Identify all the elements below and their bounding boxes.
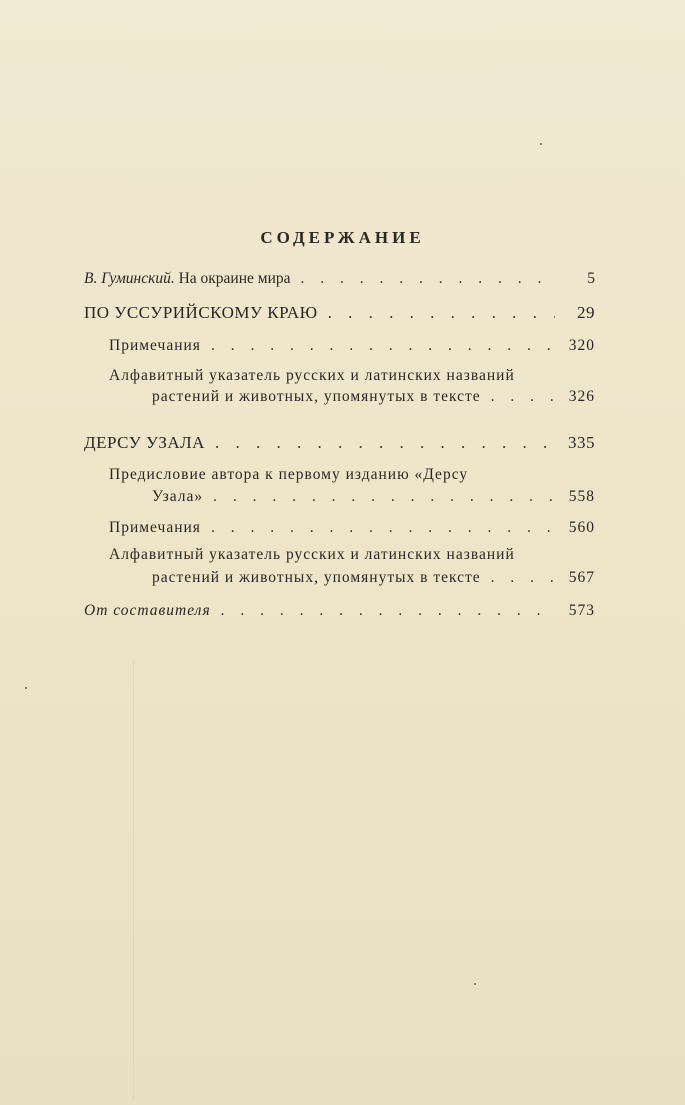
entry-page: 320 bbox=[568, 337, 595, 354]
toc-entry-index-2[interactable] bbox=[152, 565, 595, 590]
toc-entry-author-foreword-line1: Предисловие автора к первому изданию «Дерсу bbox=[109, 466, 469, 483]
dot-leader bbox=[205, 333, 555, 358]
dot-leader bbox=[207, 484, 555, 509]
entry-title-line2: Узала» bbox=[152, 488, 204, 505]
entry-page: 5 bbox=[587, 270, 595, 287]
contents-title: СОДЕРЖАНИЕ bbox=[260, 228, 425, 247]
dot-leader bbox=[209, 430, 555, 455]
entry-page: 326 bbox=[568, 388, 595, 405]
paper-speck bbox=[540, 143, 542, 145]
toc-entry-ussuri-region[interactable] bbox=[84, 300, 595, 325]
dot-leader bbox=[485, 565, 555, 590]
entry-title: Примечания bbox=[109, 519, 201, 536]
entry-title: ПО УССУРИЙСКОМУ КРАЮ bbox=[84, 303, 318, 322]
toc-entry-index-1-line1: Алфавитный указатель русских и латинских названий bbox=[109, 367, 515, 384]
toc-entry-notes-2[interactable] bbox=[109, 515, 595, 540]
toc-entry-index-1[interactable] bbox=[152, 384, 595, 409]
entry-page: 558 bbox=[568, 488, 595, 505]
entry-title: На окраине мира bbox=[178, 270, 291, 287]
toc-entry-index-2-line1: Алфавитный указатель русских и латинских названий bbox=[109, 546, 515, 563]
entry-page: 29 bbox=[577, 303, 595, 322]
entry-title: ДЕРСУ УЗАЛА bbox=[84, 433, 205, 452]
toc-entry-notes-1[interactable] bbox=[109, 333, 595, 358]
dot-leader bbox=[295, 266, 555, 291]
dot-leader bbox=[215, 598, 555, 623]
entry-author: В. Гуминский. bbox=[84, 270, 175, 287]
dot-leader bbox=[205, 515, 555, 540]
toc-entry-author-foreword[interactable] bbox=[152, 484, 595, 509]
paper-speck bbox=[25, 687, 27, 689]
entry-page: 560 bbox=[568, 519, 595, 536]
toc-entry-dersu-uzala[interactable] bbox=[84, 430, 595, 455]
entry-title-line2: растений и животных, упомянутых в тексте bbox=[152, 569, 481, 586]
paper-speck bbox=[474, 983, 476, 985]
toc-entry-preface[interactable] bbox=[84, 266, 595, 291]
dot-leader bbox=[322, 300, 555, 325]
entry-page: 573 bbox=[568, 602, 595, 619]
toc-entry-from-compiler[interactable] bbox=[84, 598, 595, 623]
entry-title: От составителя bbox=[84, 602, 211, 619]
entry-page: 335 bbox=[568, 433, 595, 452]
page-fold-shadow bbox=[133, 660, 134, 1100]
dot-leader bbox=[485, 384, 555, 409]
entry-title-line2: растений и животных, упомянутых в тексте bbox=[152, 388, 481, 405]
entry-page: 567 bbox=[568, 569, 595, 586]
entry-title: Примечания bbox=[109, 337, 201, 354]
